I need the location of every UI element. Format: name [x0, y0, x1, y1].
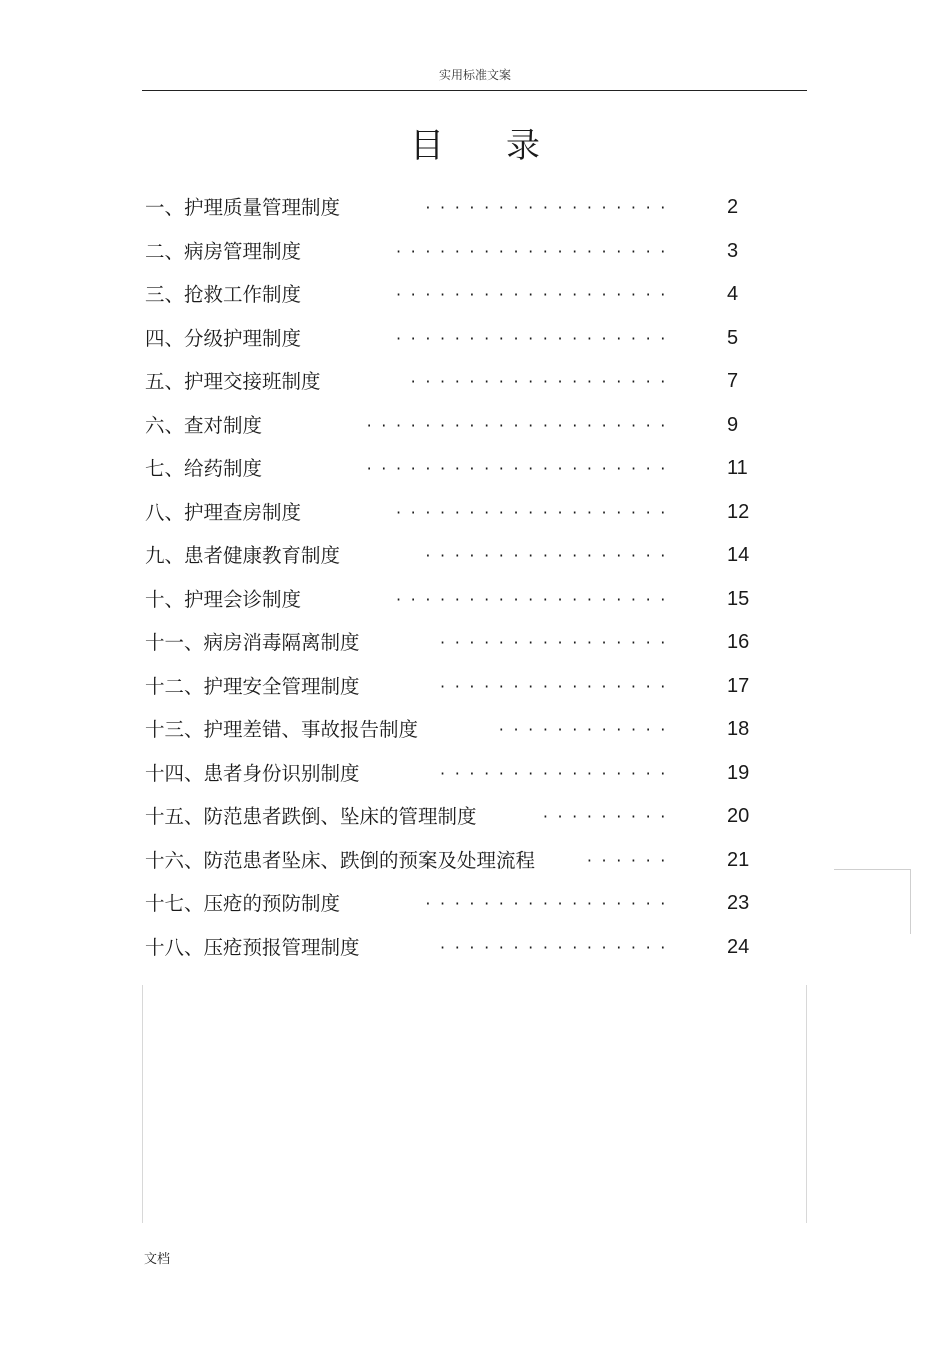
toc-entry-label: 十、护理会诊制度	[145, 587, 302, 611]
toc-entry-label: 七、给药制度	[145, 457, 263, 480]
toc-entry-leader: ·····················	[366, 459, 675, 478]
frame-right-line	[806, 985, 807, 1223]
toc-entry[interactable]	[145, 839, 765, 883]
toc-entry-label: 四、分级护理制度	[145, 326, 302, 350]
toc-entry[interactable]	[145, 708, 765, 752]
toc-entry-page-number: 12	[727, 500, 750, 523]
toc-entry-label: 十二、护理安全管理制度	[145, 674, 360, 698]
page-header: 实用标准文案	[438, 68, 511, 82]
toc-entry-leader: ·····················	[366, 415, 675, 435]
toc-entry[interactable]	[145, 404, 765, 448]
toc-entry-page-number: 23	[727, 892, 750, 914]
toc-entry-label: 十七、压疮的预防制度	[145, 892, 341, 915]
toc-entry-leader: ·········	[542, 807, 675, 826]
toc-entry[interactable]	[145, 621, 765, 665]
toc-entry-leader: ······	[586, 850, 675, 870]
toc-entry[interactable]	[145, 534, 765, 578]
toc-entry-leader: ·················	[425, 198, 675, 217]
toc-entry-page-number: 3	[727, 239, 739, 262]
title-char-2: 录	[506, 126, 540, 166]
toc-entry-leader: ···················	[395, 502, 675, 522]
toc-entry-leader: ················	[440, 937, 675, 957]
toc-entry-page-number: 18	[727, 718, 750, 740]
toc-entry[interactable]	[145, 273, 765, 317]
toc-entry-label: 十六、防范患者坠床、跌倒的预案及处理流程	[145, 848, 536, 872]
toc-entry-leader: ···················	[395, 241, 675, 261]
toc-entry-label: 八、护理查房制度	[145, 500, 302, 524]
table-of-contents	[145, 186, 765, 969]
toc-entry-leader: ············	[498, 720, 675, 739]
toc-entry-leader: ················	[440, 633, 675, 652]
toc-entry-label: 十四、患者身份识别制度	[145, 761, 360, 785]
toc-entry-page-number: 21	[727, 848, 750, 871]
toc-entry[interactable]	[145, 795, 765, 839]
toc-entry[interactable]	[145, 491, 765, 535]
toc-entry-page-number: 2	[727, 196, 739, 218]
toc-entry-page-number: 5	[727, 326, 739, 349]
toc-entry-leader: ··················	[410, 372, 675, 391]
toc-entry-leader: ···················	[395, 285, 675, 304]
frame-left-line	[142, 985, 143, 1223]
header-divider	[142, 90, 807, 91]
toc-entry-page-number: 14	[727, 544, 750, 566]
toc-entry-page-number: 7	[727, 370, 739, 392]
toc-entry-leader: ·················	[425, 546, 675, 565]
toc-entry[interactable]	[145, 317, 765, 361]
toc-entry-label: 九、患者健康教育制度	[145, 544, 341, 567]
toc-entry-page-number: 9	[727, 413, 739, 436]
toc-entry-page-number: 11	[727, 457, 748, 479]
toc-entry-label: 十三、护理差错、事故报告制度	[145, 718, 419, 741]
toc-entry-leader: ·················	[425, 894, 675, 913]
toc-entry[interactable]	[145, 447, 765, 491]
toc-entry-page-number: 17	[727, 674, 750, 697]
toc-entry-label: 一、护理质量管理制度	[145, 196, 341, 219]
toc-entry[interactable]	[145, 360, 765, 404]
toc-entry-leader: ················	[440, 763, 675, 783]
toc-entry-page-number: 20	[727, 805, 750, 827]
page-footer: 文档	[144, 1252, 171, 1267]
toc-entry[interactable]	[145, 186, 765, 230]
toc-entry[interactable]	[145, 926, 765, 970]
toc-entry[interactable]	[145, 230, 765, 274]
toc-entry-leader: ···················	[395, 589, 675, 609]
toc-entry-page-number: 4	[727, 283, 739, 305]
toc-entry-label: 六、查对制度	[145, 413, 263, 437]
toc-entry-label: 十八、压疮预报管理制度	[145, 935, 360, 959]
toc-entry-page-number: 24	[727, 935, 750, 958]
toc-entry-leader: ···················	[395, 328, 675, 348]
toc-entry-page-number: 15	[727, 587, 750, 610]
toc-entry[interactable]	[145, 578, 765, 622]
toc-entry[interactable]	[145, 665, 765, 709]
toc-entry[interactable]	[145, 882, 765, 926]
toc-entry-label: 三、抢救工作制度	[145, 283, 302, 306]
toc-entry-page-number: 16	[727, 631, 750, 653]
toc-entry-label: 十五、防范患者跌倒、坠床的管理制度	[145, 805, 477, 828]
toc-entry[interactable]	[145, 752, 765, 796]
toc-entry-label: 二、病房管理制度	[145, 239, 302, 263]
page-title	[0, 118, 950, 167]
toc-entry-label: 十一、病房消毒隔离制度	[145, 631, 360, 654]
margin-mark	[834, 869, 911, 934]
toc-entry-leader: ················	[440, 676, 675, 696]
toc-entry-page-number: 19	[727, 761, 750, 784]
title-char-1: 目	[410, 126, 444, 166]
toc-entry-label: 五、护理交接班制度	[145, 370, 321, 393]
